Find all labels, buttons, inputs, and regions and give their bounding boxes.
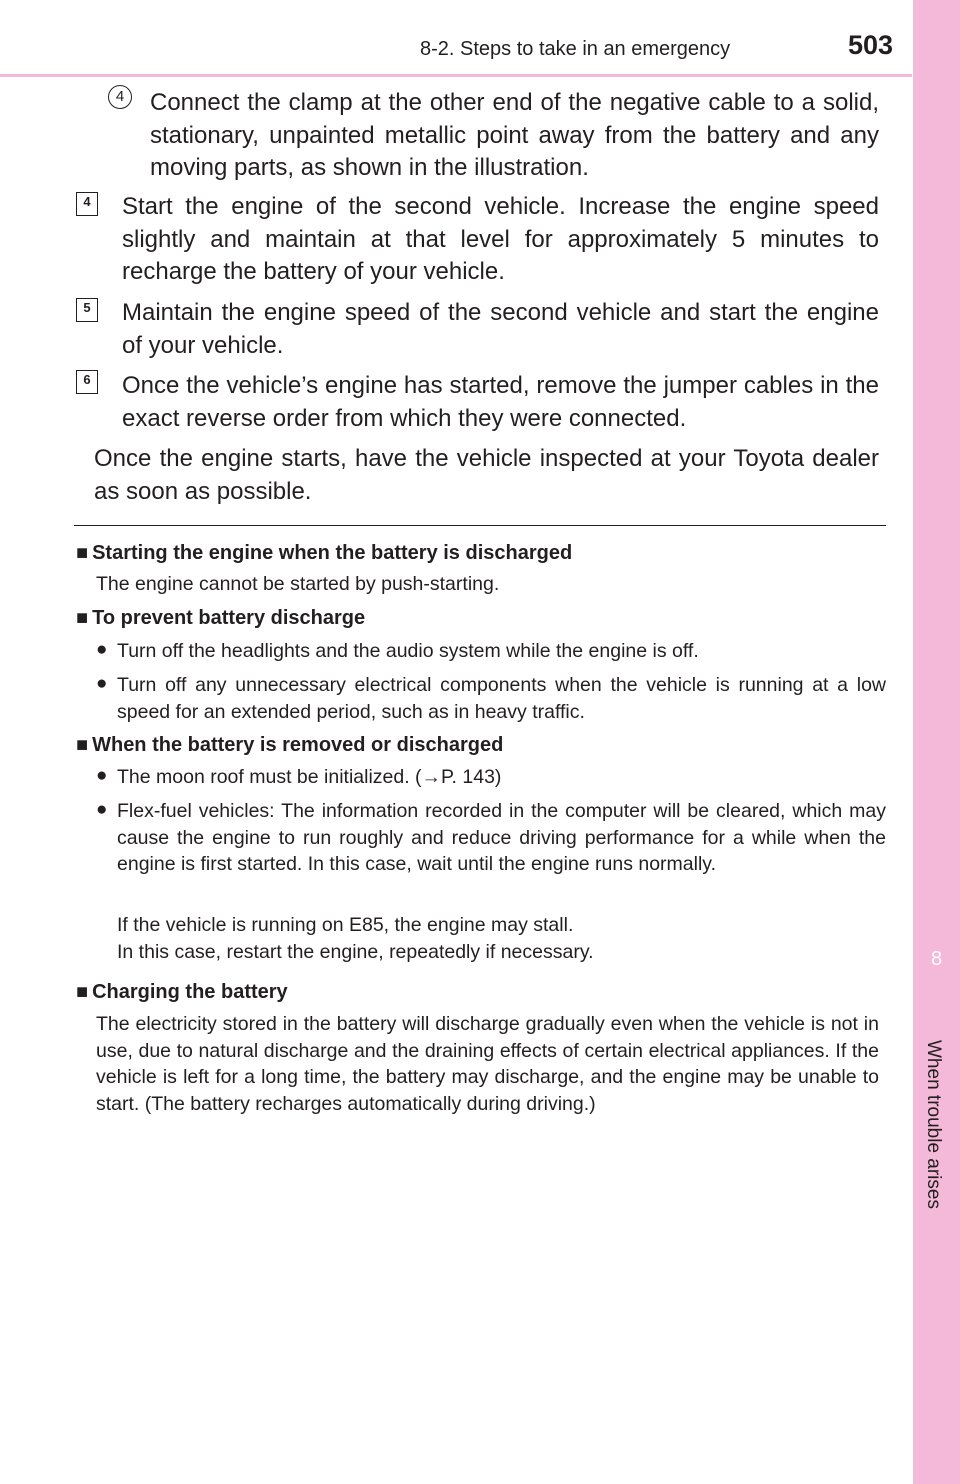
circle-bullet-icon: ● (96, 673, 108, 694)
note-bullet-text: Turn off any unnecessary electrical components when the vehicle is running at a low speed for an extended period, such as in heavy traffic. (117, 674, 886, 723)
page-header (0, 0, 912, 77)
step-marker-box: 6 (76, 370, 98, 394)
circle-bullet-icon: ● (96, 765, 108, 786)
note-heading: ■ To prevent battery discharge (76, 607, 366, 629)
square-bullet-icon: ■ (76, 981, 89, 1003)
circle-bullet-icon: ● (96, 799, 108, 820)
closing-paragraph: Once the engine starts, have the vehicle inspected at your Toyota dealer as soon as possible. (94, 445, 879, 505)
step-marker-box: 4 (76, 192, 98, 216)
step-marker-circled: 4 (108, 85, 132, 109)
note-heading: ■ When the battery is removed or discharged (76, 734, 504, 756)
chapter-title: When trouble arises (923, 1040, 944, 1209)
note-text: The engine cannot be started by push-starting. (96, 573, 500, 595)
note-text: The electricity stored in the battery will discharge gradually even when the vehicle is not in use, due to natural discharge and the draining effects of certain electrical appliances. If the vehicle is left for a long time, the battery may discharge, and the engine may be unable to start. (The battery recharges automatically during driving.) (96, 1013, 879, 1115)
circle-bullet-icon: ● (96, 639, 108, 660)
square-bullet-icon: ■ (76, 734, 89, 756)
page-number: 503 (848, 30, 894, 60)
step-marker-box: 5 (76, 298, 98, 322)
note-heading: ■ Charging the battery (76, 981, 288, 1003)
note-extra-text: If the vehicle is running on E85, the engine may stall. (117, 914, 574, 936)
square-bullet-icon: ■ (76, 607, 89, 629)
step-maintain-speed: Maintain the engine speed of the second vehicle and start the engine of your vehicle. (122, 299, 879, 359)
section-title: 8-2. Steps to take in an emergency (420, 38, 731, 60)
section-divider (74, 525, 886, 526)
note-extra-text: In this case, restart the engine, repeatedly if necessary. (117, 941, 594, 963)
step-remove-cables: Once the vehicle’s engine has started, remove the jumper cables in the exact reverse order from which they were connected. (122, 372, 879, 432)
square-bullet-icon: ■ (76, 542, 89, 564)
note-bullet-text: Turn off the headlights and the audio system while the engine is off. (117, 640, 699, 662)
chapter-number: 8 (930, 948, 943, 970)
note-heading: ■ Starting the engine when the battery is discharged (76, 542, 573, 564)
chapter-side-tab (913, 0, 960, 1484)
step-connect-clamp: Connect the clamp at the other end of the negative cable to a solid, stationary, unpainted metallic point away from the battery and any moving parts, as shown in the illustration. (150, 89, 879, 181)
note-bullet-text: Flex-fuel vehicles: The information recorded in the computer will be cleared, which may cause the engine to run roughly and reduce driving performance for a while when the engine is first started. In this case, wait until the engine runs normally. (117, 800, 886, 875)
note-bullet-text: The moon roof must be initialized. (→P. 143) (117, 766, 502, 788)
step-start-second-vehicle: Start the engine of the second vehicle. Increase the engine speed slightly and maintain at that level for approximately 5 minutes to recharge the battery of your vehicle. (122, 193, 879, 285)
